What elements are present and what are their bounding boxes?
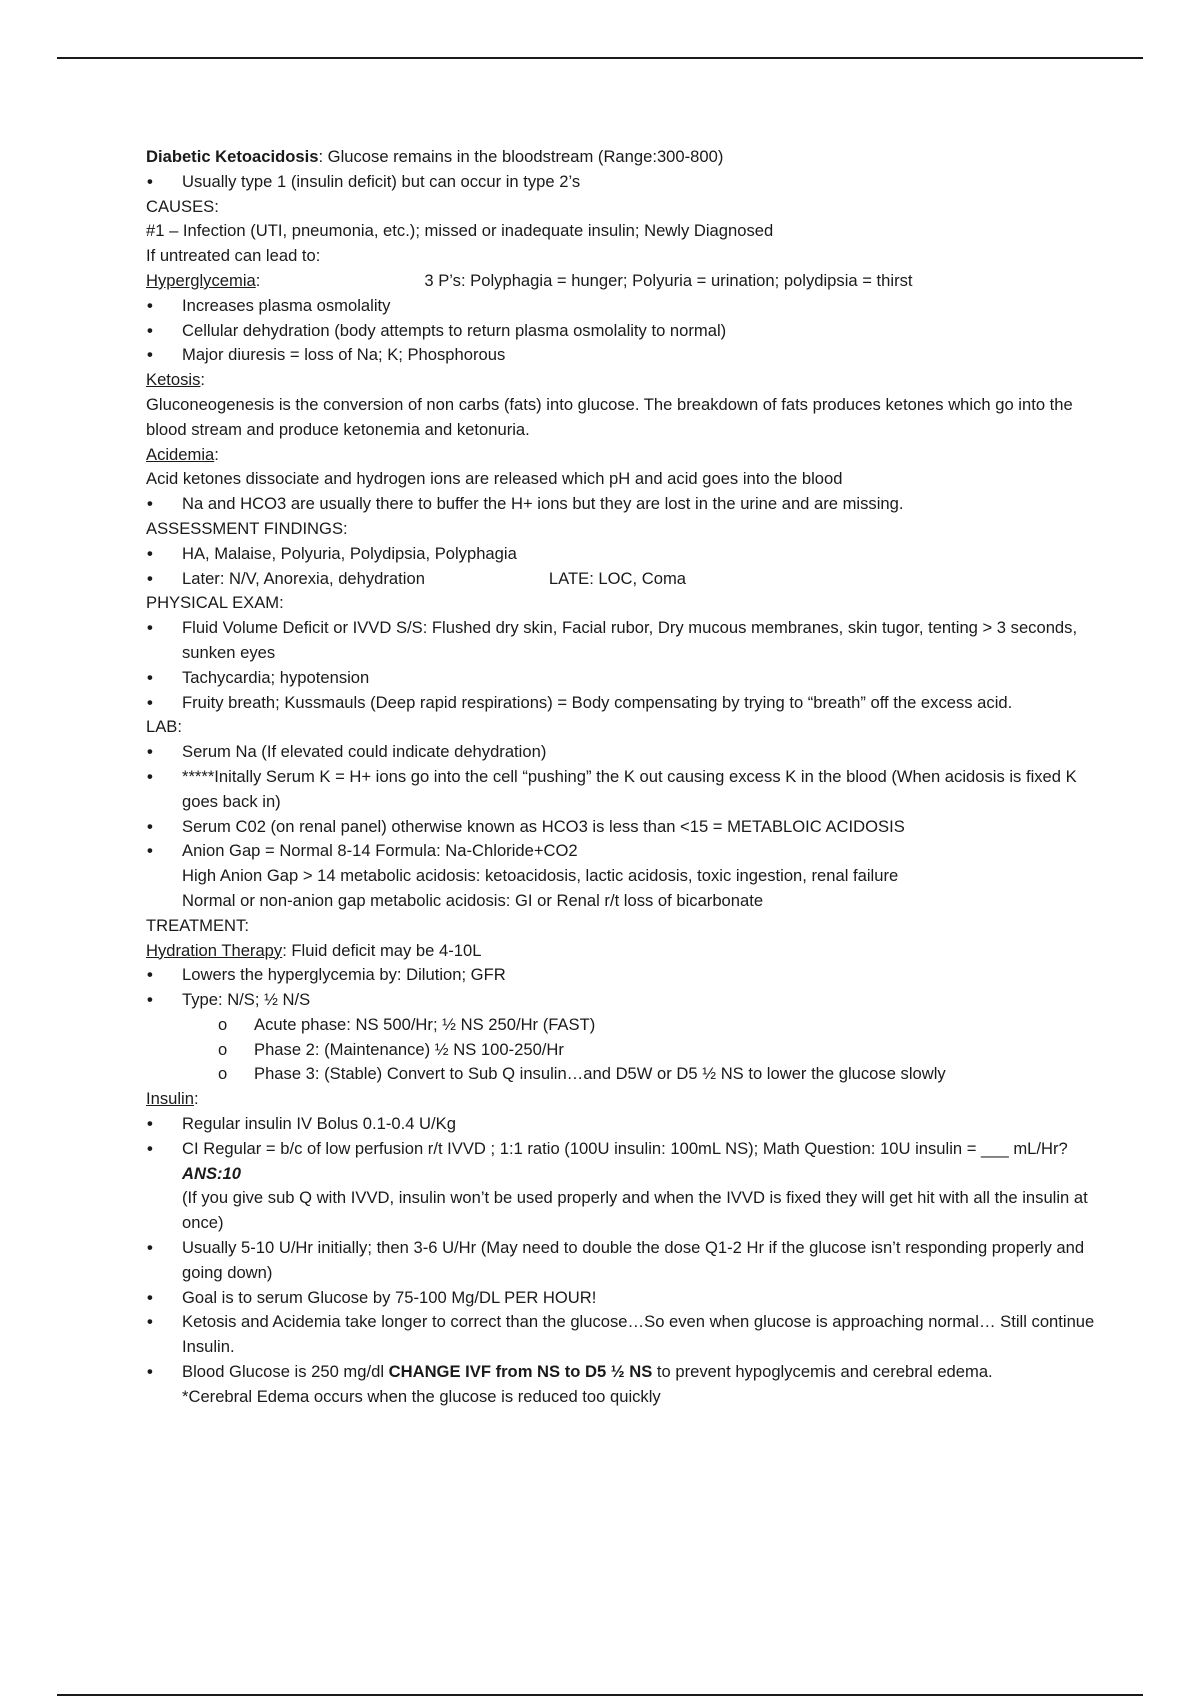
list-item: • *****Initally Serum K = H+ ions go into the cell “pushing” the K out causing excess K in the blood (When acidosis is fixed K goes back in)	[146, 765, 1096, 815]
phase-item: o Acute phase: NS 500/Hr; ½ NS 250/Hr (FAST)	[146, 1013, 1096, 1038]
list-item: • Na and HCO3 are usually there to buffer the H+ ions but they are lost in the urine and are missing.	[146, 492, 1096, 517]
list-item: • Usually 5-10 U/Hr initially; then 3-6 U/Hr (May need to double the dose Q1-2 Hr if the glucose isn’t responding properly and going down)	[146, 1236, 1096, 1286]
phase-item: o Phase 2: (Maintenance) ½ NS 100-250/Hr	[146, 1038, 1096, 1063]
later-text: Later: N/V, Anorexia, dehydration	[182, 568, 425, 588]
doc-intro: : Glucose remains in the bloodstream (Range:300-800)	[318, 147, 724, 166]
ketosis-heading: Ketosis	[146, 370, 201, 390]
hyperglycemia-line	[146, 269, 1096, 294]
bottom-rule	[57, 1694, 1143, 1696]
list-item: • Major diuresis = loss of Na; K; Phosphorous	[146, 343, 1096, 368]
ci-regular-text: CI Regular = b/c of low perfusion r/t IVVD ; 1:1 ratio (100U insulin: 100mL NS); Math Question: 10U insulin = ___ mL/Hr?	[182, 1138, 1068, 1158]
insulin-colon: :	[193, 1089, 199, 1109]
list-item: • Fluid Volume Deficit or IVVD S/S: Flushed dry skin, Facial rubor, Dry mucous membranes, skin tugor, tenting > 3 seconds, sunken eyes	[146, 616, 1096, 666]
treatment-heading: TREATMENT:	[146, 915, 249, 935]
bg-text-1: Blood Glucose is 250 mg/dl	[182, 1362, 389, 1382]
cerebral-edema-note: *Cerebral Edema occurs when the glucose is reduced too quickly	[182, 1386, 661, 1406]
ketosis-colon: :	[200, 370, 206, 390]
list-item	[146, 567, 1096, 592]
normal-anion-gap: Normal or non-anion gap metabolic acidosis: GI or Renal r/t loss of bicarbonate	[182, 890, 764, 910]
hydration-text: : Fluid deficit may be 4-10L	[282, 940, 482, 960]
phase-item: o Phase 3: (Stable) Convert to Sub Q insulin…and D5W or D5 ½ NS to lower the glucose slowly	[146, 1062, 1096, 1087]
list-item: • Regular insulin IV Bolus 0.1-0.4 U/Kg	[146, 1112, 1096, 1137]
acidemia-colon: :	[214, 444, 219, 464]
acidemia-line	[146, 443, 1096, 468]
list-item: • Lowers the hyperglycemia by: Dilution; GFR	[146, 963, 1096, 988]
acidemia-heading: Acidemia	[146, 444, 215, 464]
hydration-line	[146, 939, 1096, 964]
list-item: • Anion Gap = Normal 8-14 Formula: Na-Chloride+CO2	[146, 839, 1096, 864]
causes-heading: CAUSES:	[146, 196, 219, 216]
list-item: • Serum Na (If elevated could indicate dehydration)	[146, 740, 1096, 765]
type-note: • Usually type 1 (insulin deficit) but can occur in type 2’s	[146, 170, 1096, 195]
doc-title: Diabetic Ketoacidosis	[146, 147, 319, 166]
hydration-heading: Hydration Therapy	[146, 940, 283, 960]
causes-text: #1 – Infection (UTI, pneumonia, etc.); missed or inadequate insulin; Newly Diagnosed	[146, 221, 774, 241]
hyperglycemia-heading: Hyperglycemia	[146, 270, 256, 290]
list-item: • Serum C02 (on renal panel) otherwise known as HCO3 is less than <15 = METABLOIC ACIDOSIS	[146, 815, 1096, 840]
subq-note: (If you give sub Q with IVVD, insulin won’t be used properly and when the IVVD is fixed they will get hit with all the insulin at once)	[182, 1188, 1088, 1233]
list-item: • HA, Malaise, Polyuria, Polydipsia, Polyphagia	[146, 542, 1096, 567]
document-body	[146, 145, 1096, 1410]
insulin-heading: Insulin	[146, 1089, 194, 1109]
insulin-line	[146, 1087, 1096, 1112]
list-item: • Goal is to serum Glucose by 75-100 Mg/DL PER HOUR!	[146, 1286, 1096, 1311]
acidemia-text: Acid ketones dissociate and hydrogen ions are released which pH and acid goes into the blood	[146, 469, 843, 489]
bg-text-2: to prevent hypoglycemis and cerebral edema.	[652, 1362, 993, 1382]
ketosis-text: Gluconeogenesis is the conversion of non carbs (fats) into glucose. The breakdown of fats produces ketones which go into the blood stream and produce ketonemia and ketonuria.	[146, 394, 1073, 439]
list-item: • Tachycardia; hypotension	[146, 666, 1096, 691]
list-item	[146, 1137, 1096, 1187]
list-item: • Cellular dehydration (body attempts to return plasma osmolality to normal)	[146, 319, 1096, 344]
high-anion-gap: High Anion Gap > 14 metabolic acidosis: ketoacidosis, lactic acidosis, toxic ingestion, renal failure	[182, 866, 899, 886]
untreated-text: If untreated can lead to:	[146, 246, 321, 266]
bg-change-ivf: CHANGE IVF from NS to D5 ½ NS	[388, 1362, 653, 1382]
hyperglycemia-colon: :	[255, 270, 261, 290]
assessment-heading: ASSESSMENT FINDINGS:	[146, 518, 348, 538]
list-item	[146, 1360, 1096, 1385]
math-answer: ANS:10	[182, 1163, 242, 1183]
ketosis-line	[146, 368, 1096, 393]
title-line	[146, 145, 1096, 170]
physical-heading: PHYSICAL EXAM:	[146, 593, 284, 613]
late-text: LATE: LOC, Coma	[548, 568, 687, 588]
list-item: • Ketosis and Acidemia take longer to correct than the glucose…So even when glucose is approaching normal… Still continue Insulin.	[146, 1310, 1096, 1360]
list-item: • Type: N/S; ½ N/S	[146, 988, 1096, 1013]
list-item: • Increases plasma osmolality	[146, 294, 1096, 319]
list-item: • Fruity breath; Kussmauls (Deep rapid respirations) = Body compensating by trying to “breath” off the excess acid.	[146, 691, 1096, 716]
three-ps: 3 P’s: Polyphagia = hunger; Polyuria = urination; polydipsia = thirst	[424, 270, 913, 290]
top-rule	[57, 57, 1143, 59]
lab-heading: LAB:	[146, 717, 182, 737]
